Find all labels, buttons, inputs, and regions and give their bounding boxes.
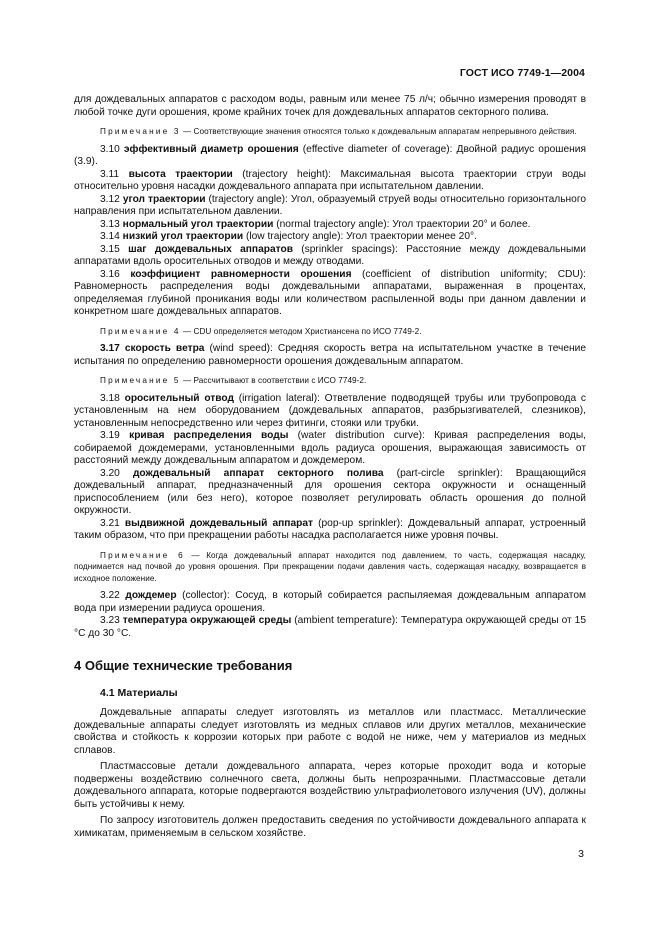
paragraph: Пластмассовые детали дождевального аппарата, через которые проходит вода и которые подвержены воздействию солнечного света, должны быть непрозрачными. Пластмассовые детали дождевального аппарата, которые подвергаются воздействию ультрафиолетового излучения (UV), должны быть устойчивы к нему.: [74, 761, 586, 810]
definition-3-23: [74, 615, 586, 640]
note-5: [74, 375, 586, 387]
section-heading: 4 Общие технические требования: [74, 658, 293, 673]
term: коэффициент равномерности орошения: [130, 268, 352, 280]
term: температура окружающей среды: [122, 615, 292, 626]
note-label: Примечание 3: [100, 127, 181, 136]
note-text: — Рассчитывают в соответствии с ИСО 7749-2.: [180, 376, 367, 385]
definition-text: (low trajectory angle): Угол траектории менее 20°.: [243, 231, 477, 242]
definition-3-14: [74, 231, 586, 244]
clause-number: 3.10: [100, 143, 120, 155]
term: дождевальный аппарат секторного полива: [132, 467, 384, 479]
note-label: Примечание 6: [100, 550, 185, 560]
clause-number: 3.18: [100, 392, 120, 404]
definition-text: (coefficient of distribution uniformity; CDU): Равномерность распределения воды дождевальными аппаратами, выраженная в процентах, определяемая глубиной проникания воды или количеством распыленной воды при данном давлении и конкретном шаге дождевальных аппаратов.: [74, 268, 586, 317]
document-body: [74, 94, 586, 840]
definition-3-16: [74, 269, 586, 319]
clause-number: 3.22: [100, 590, 120, 601]
definition-text: (irrigation lateral): Ответвление подводящей трубы или трубопровода с установленным на нем оборудованием (дождевальных аппаратов, разбрызгивателей, слезников), установленным непосредственно или через фитинги, стояки или трубки.: [74, 392, 586, 429]
definition-3-21: [74, 518, 586, 543]
definition-3-15: [74, 244, 586, 269]
clause-number: 3.19: [100, 430, 120, 441]
definition-3-20: [74, 468, 586, 518]
clause-number: 3.11: [100, 168, 120, 180]
clause-number: 3.23: [100, 615, 120, 626]
clause-number: 3.17: [100, 343, 120, 354]
term: низкий угол траектории: [122, 231, 244, 242]
paragraph: для дождевальных аппаратов с расходом воды, равным или менее 75 л/ч; обычно измерения проводят в любой точке дуги орошения, кроме крайних точек для дождевальных аппаратов секторного полива.: [74, 94, 586, 118]
definition-3-22: [74, 590, 586, 615]
note-3: [74, 126, 586, 138]
term: кривая распределения воды: [129, 430, 289, 441]
definition-text: (pop-up sprinkler): Дождевальный аппарат, устроенный таким образом, что при прекращении работы насадка располагается ниже уровня почвы.: [74, 517, 586, 541]
note-text: — CDU определяется методом Христиансена по ИСО 7749-2.: [180, 326, 422, 336]
clause-number: 3.12: [100, 193, 120, 205]
term: нормальный угол траектории: [122, 218, 274, 230]
clause-number: 3.15: [100, 243, 120, 255]
term: дождемер: [125, 590, 177, 601]
definition-3-12: [74, 194, 586, 219]
definition-text: (wind speed): Средняя скорость ветра на испытательном участке в течение испытания по определению равномерности орошения дождевальным аппаратом.: [74, 343, 586, 367]
note-6: [74, 550, 586, 585]
definition-text: (effective diameter of coverage): Двойной радиус орошения (3.9).: [74, 143, 586, 167]
page-number: 3: [578, 848, 584, 860]
definition-3-17: [74, 343, 586, 368]
definition-text: (water distribution curve): Кривая распределения воды, собираемой дождемерами, установленными вдоль радиуса орошения, выражающая зависимость от расстояний между дождевальным аппаратом и дождемером.: [74, 430, 586, 466]
note-label: Примечание 4: [100, 326, 181, 336]
clause-number: 3.16: [100, 268, 120, 280]
note-text: — Когда дождевальный аппарат находится под давлением, то часть, содержащая насадку, поднимается над почвой до уровня орошения. При прекращении подачи давления часть, содержащая насадку, возвращается в исходное положение.: [74, 550, 586, 583]
term: угол траектории: [122, 193, 206, 205]
note-text: — Соответствующие значения относятся только к дождевальным аппаратам непрерывного действия.: [180, 127, 577, 136]
paragraph: По запросу изготовитель должен предоставить сведения по устойчивости дождевального аппарата к химикатам, применяемым в сельском хозяйстве.: [74, 815, 586, 839]
clause-number: 3.13: [100, 218, 120, 230]
definition-3-10: [74, 144, 586, 169]
note-4: [74, 326, 586, 338]
term: выдвижной дождевальный аппарат: [124, 517, 313, 529]
definition-3-11: [74, 169, 586, 194]
clause-number: 3.20: [100, 467, 120, 479]
term: оросительный отвод: [124, 392, 234, 404]
term: скорость ветра: [124, 343, 205, 354]
term: высота траектории: [128, 168, 233, 180]
definition-text: (part-circle sprinkler): Вращающийся дождевальный аппарат, предназначенный для орошения сектора окружности и оснащенный приспособлением (или без него), которое позволяет регулировать область орошения до полной окружности.: [74, 467, 586, 516]
subsection-heading: 4.1 Материалы: [100, 686, 178, 699]
clause-number: 3.14: [100, 231, 120, 242]
definition-text: (collector): Сосуд, в который собирается распыляемая дождевальным аппаратом вода при измерении радиуса орошения.: [74, 590, 586, 614]
definition-text: (ambient temperature): Температура окружающей среды от 15 °С до 30 °С.: [74, 615, 586, 639]
document-header: ГОСТ ИСО 7749-1—2004: [459, 67, 585, 79]
definition-text: (sprinkler spacings): Расстояние между дождевальными аппаратами вдоль оросительных отводов и между отводами.: [74, 243, 586, 267]
term: эффективный диаметр орошения: [123, 143, 299, 155]
definition-3-13: [74, 219, 586, 232]
definition-3-19: [74, 430, 586, 468]
definition-text: (trajectory height): Максимальная высота траектории струи воды относительно уровня насадки дождевального аппарата при испытательном давлении.: [74, 168, 586, 192]
definition-3-18: [74, 393, 586, 431]
paragraph: Дождевальные аппараты следует изготовлять из металлов или пластмасс. Металлические дождевальные аппараты следует изготовлять из медных сплавов или других металлов, механические свойства и стойкость к коррозии которых при работе с водой не ниже, чем у материалов из медных сплавов.: [74, 707, 586, 756]
definition-text: (trajectory angle): Угол, образуемый струей воды относительно горизонтального направления при испытательном давлении.: [74, 193, 586, 217]
term: шаг дождевальных аппаратов: [128, 243, 293, 255]
clause-number: 3.21: [100, 517, 120, 529]
definition-text: (normal trajectory angle): Угол траектории 20° и более.: [273, 218, 531, 230]
note-label: Примечание 5: [100, 376, 181, 385]
